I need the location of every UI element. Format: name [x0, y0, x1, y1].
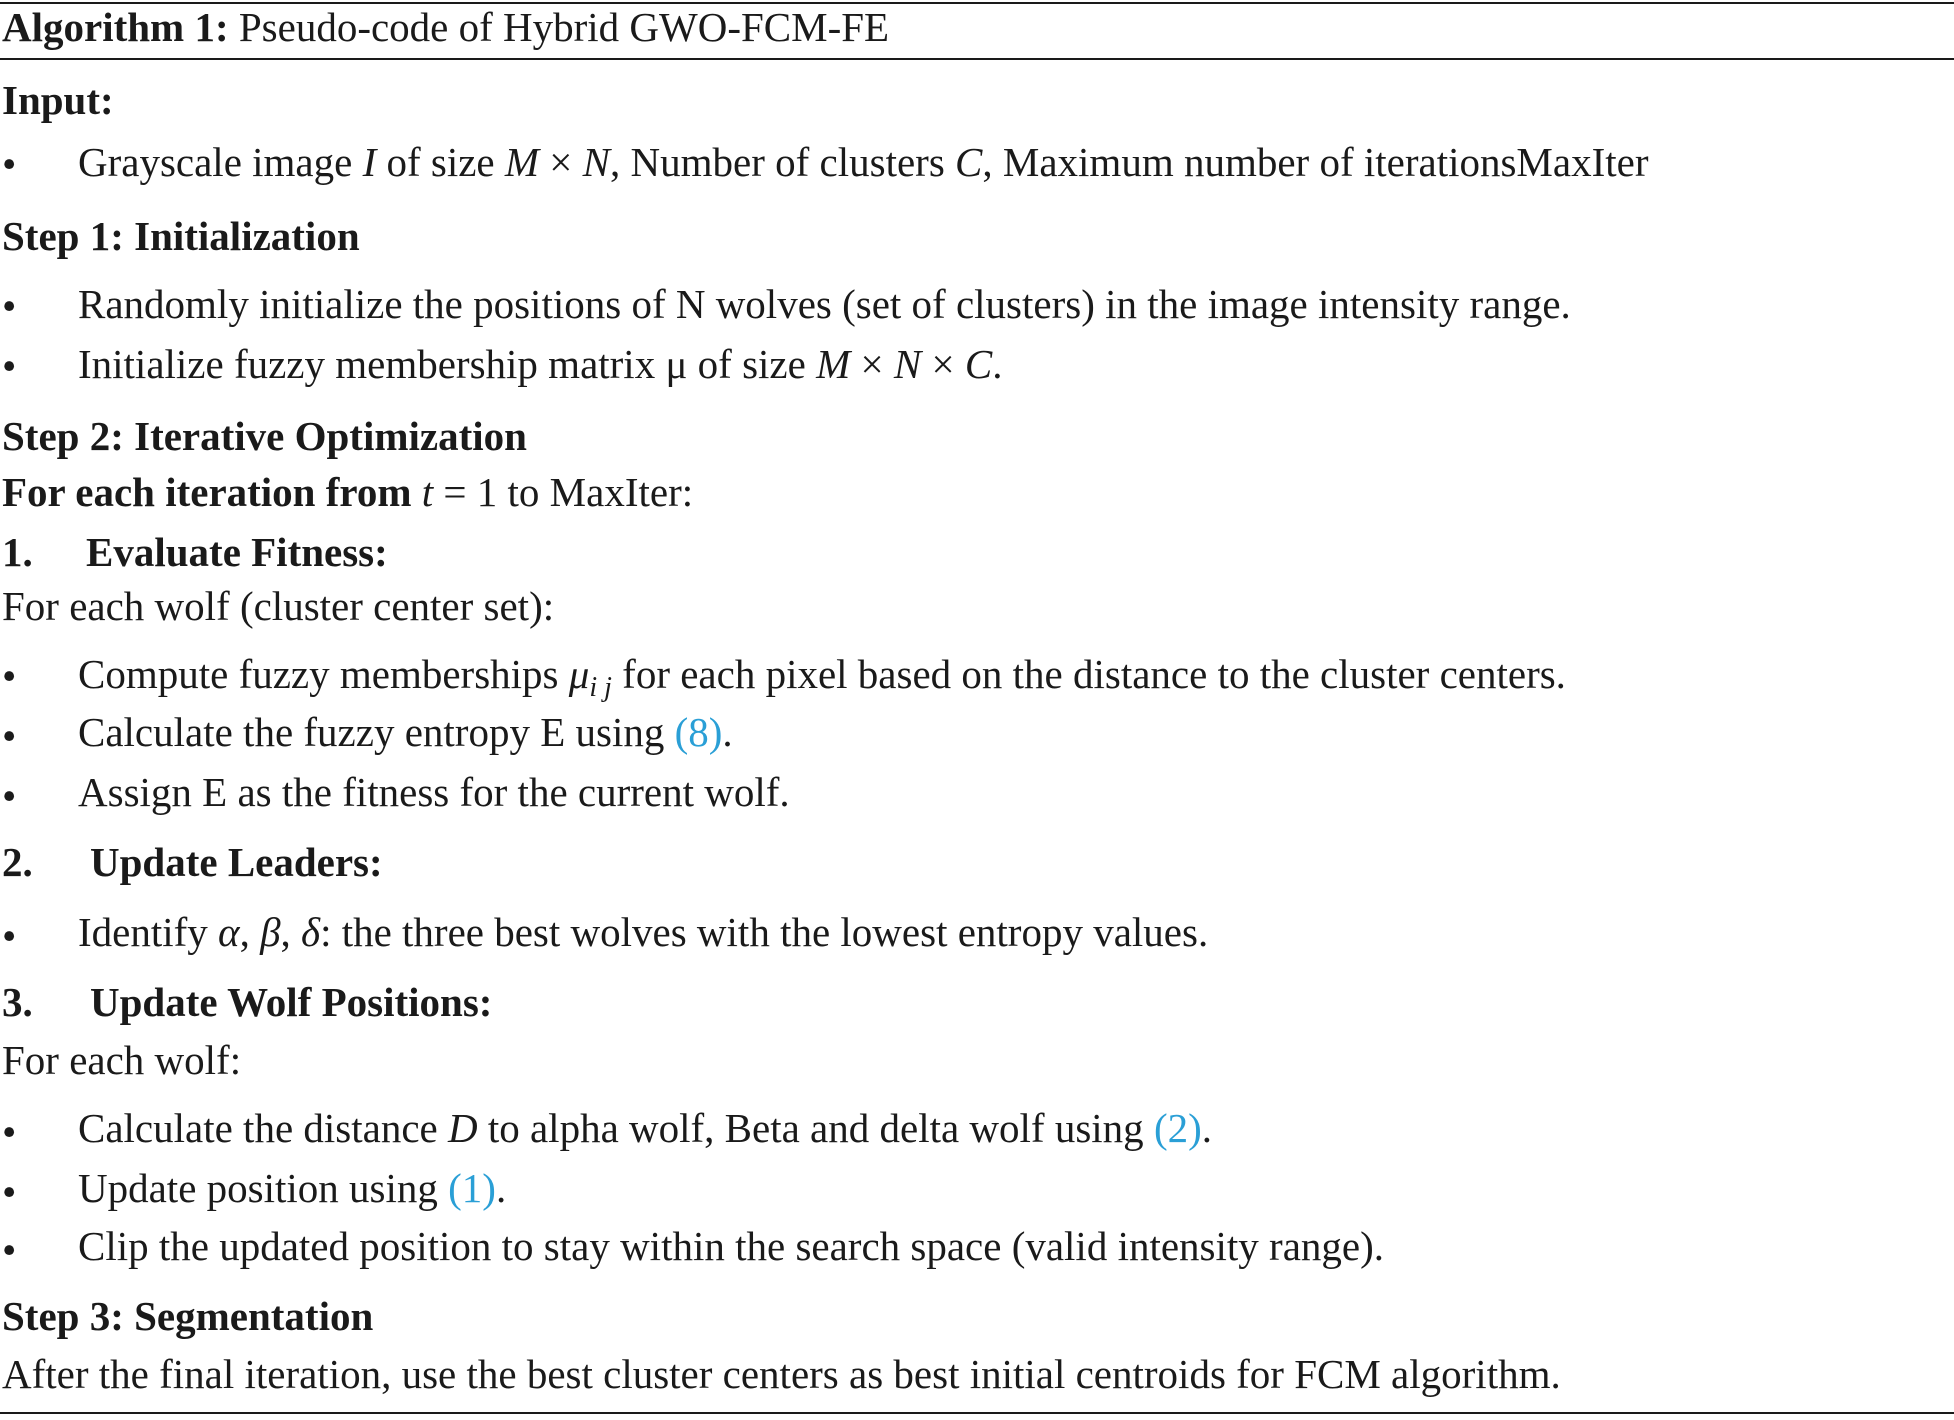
- input-item: Grayscale image I of size M × N, Number of clusters C, Maximum number of iterationsMaxIter: [78, 139, 1649, 185]
- sub2-title: Update Leaders:: [90, 839, 383, 885]
- bullet-icon: •: [2, 283, 17, 329]
- caption-rule: [0, 58, 1954, 60]
- step1-heading: Step 1: Initialization: [2, 213, 360, 259]
- sub1-intro: For each wolf (cluster center set):: [2, 583, 555, 629]
- step1-item-1: Randomly initialize the positions of N wolves (set of clusters) in the image intensity range.: [78, 281, 1571, 327]
- sub1-title: Evaluate Fitness:: [86, 529, 388, 575]
- algorithm-title: Pseudo-code of Hybrid GWO-FCM-FE: [238, 4, 890, 50]
- step3-text: After the final iteration, use the best cluster centers as best initial centroids for FCM algorithm.: [2, 1351, 1561, 1397]
- sub3-intro: For each wolf:: [2, 1037, 242, 1083]
- bullet-icon: •: [2, 1227, 17, 1273]
- sub3-item-3: Clip the updated position to stay within the search space (valid intensity range).: [78, 1223, 1384, 1269]
- sub3-item-1: Calculate the distance D to alpha wolf, Beta and delta wolf using (2).: [78, 1105, 1212, 1151]
- bottom-rule: [0, 1412, 1954, 1414]
- step2-loop-line: For each iteration from t = 1 to MaxIter:: [2, 469, 694, 515]
- bullet-icon: •: [2, 653, 17, 699]
- bullet-icon: •: [2, 343, 17, 389]
- sub1-number: 1.: [2, 529, 33, 575]
- bullet-icon: •: [2, 713, 17, 759]
- bullet-icon: •: [2, 1169, 17, 1215]
- bullet-icon: •: [2, 913, 17, 959]
- sub1-item-1: Compute fuzzy memberships $\mu_{i j}$ for each pixel based on the distance to the cluster centers.: [78, 651, 1566, 703]
- sub3-item-2: Update position using (1).: [78, 1165, 507, 1211]
- sub1-item-2: Calculate the fuzzy entropy E using (8).: [78, 709, 733, 755]
- equation-8-link[interactable]: (8): [674, 709, 723, 755]
- sub1-item-3: Assign E as the fitness for the current wolf.: [78, 769, 790, 815]
- step3-heading: Step 3: Segmentation: [2, 1293, 374, 1339]
- step2-heading: Step 2: Iterative Optimization: [2, 413, 527, 459]
- sub3-title: Update Wolf Positions:: [90, 979, 493, 1025]
- equation-1-link[interactable]: (1): [448, 1165, 496, 1211]
- sub2-number: 2.: [2, 839, 33, 885]
- step1-item-2: Initialize fuzzy membership matrix μ of size M × N × C.: [78, 341, 1003, 387]
- bullet-icon: •: [2, 773, 17, 819]
- sub3-number: 3.: [2, 979, 33, 1025]
- equation-2-link[interactable]: (2): [1153, 1105, 1202, 1151]
- bullet-icon: •: [2, 141, 17, 187]
- input-heading: Input:: [2, 77, 114, 123]
- algorithm-caption: [2, 3, 889, 51]
- bullet-icon: •: [2, 1109, 17, 1155]
- sub2-item-1: Identify α, β, δ: the three best wolves with the lowest entropy values.: [78, 909, 1209, 955]
- algorithm-label: Algorithm 1:: [2, 4, 229, 50]
